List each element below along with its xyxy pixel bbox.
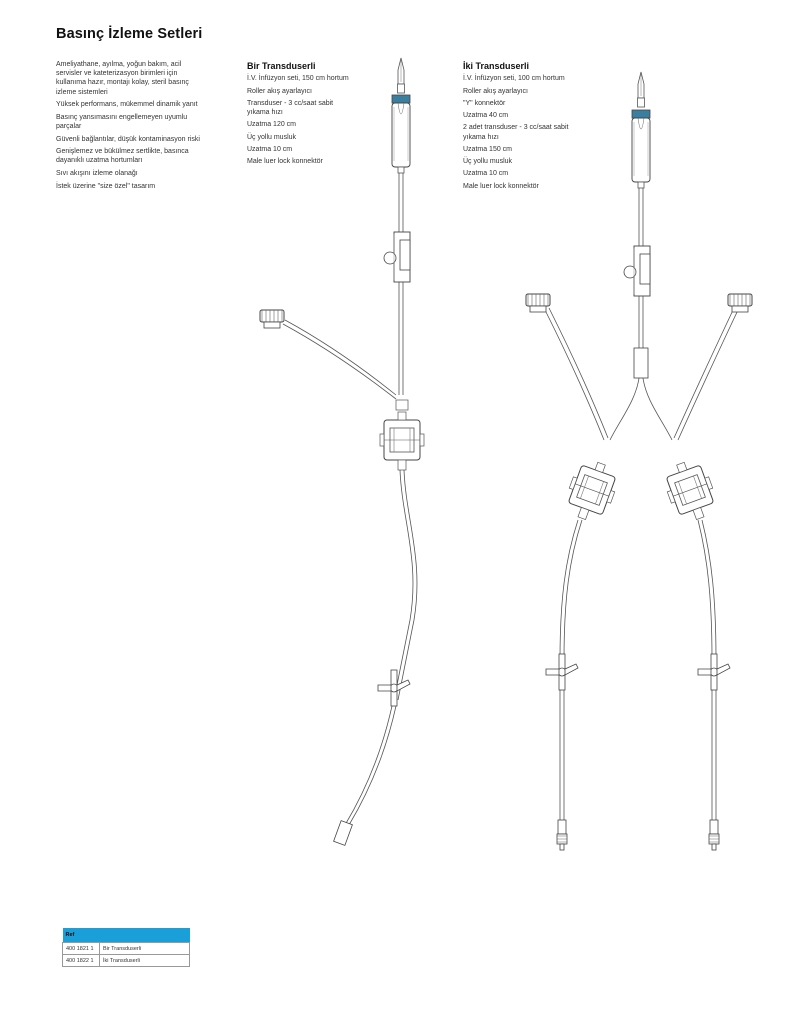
spec-item: Uzatma 10 cm	[247, 145, 293, 153]
spec-item: 2 adet transduser - 3 cc/saat sabit yıkama hızı	[463, 124, 569, 141]
single-transducer-heading: Bir Transduserli	[247, 61, 316, 71]
spec-item: Uzatma 40 cm	[463, 112, 509, 120]
double-transducer-heading: İki Transduserli	[463, 61, 530, 71]
spec-item: Roller akış ayarlayıcı	[463, 87, 528, 95]
ref-name: İki Transduserli	[100, 955, 190, 967]
spec-item: "Y" konnektör	[463, 99, 506, 107]
spec-item: Uzatma 150 cm	[463, 145, 513, 153]
spec-item: Üç yollu musluk	[247, 133, 297, 141]
feature-item: Sıvı akışını izleme olanağı	[56, 169, 138, 177]
feature-item: Ameliyathane, ayılma, yoğun bakım, acil servisler ve kateterizasyon birimleri için kullanıma hazır, montajı kolay, steril basınç izleme sistemleri	[56, 61, 189, 96]
spec-item: Male luer lock konnektör	[247, 158, 323, 166]
reference-table-header: Ref	[63, 928, 190, 943]
spec-item: Roller akış ayarlayıcı	[247, 87, 312, 95]
ref-code: 400 1821 1	[63, 943, 100, 955]
feature-item: Güvenli bağlantılar, düşük kontaminasyon riski	[56, 135, 200, 143]
spec-item: Uzatma 120 cm	[247, 121, 297, 129]
ref-code: 400 1822 1	[63, 955, 100, 967]
spec-item: İ.V. İnfüzyon seti, 150 cm hortum	[247, 75, 349, 83]
feature-item: İstek üzerine "size özel" tasarım	[56, 182, 156, 190]
spec-item: İ.V. İnfüzyon seti, 100 cm hortum	[463, 75, 565, 83]
feature-item: Yüksek performans, mükemmel dinamik yanıt	[56, 101, 198, 109]
feature-item: Genişlemez ve bükülmez sertlikte, basınca dayanıklı uzatma hortumları	[56, 148, 189, 165]
page-title: Basınç İzleme Setleri	[56, 26, 203, 42]
table-row	[63, 943, 190, 955]
double-transducer-set-illustration	[526, 72, 752, 850]
spec-item: Uzatma 10 cm	[463, 170, 509, 178]
ref-name: Bir Transduserli	[100, 943, 190, 955]
table-row	[63, 955, 190, 967]
single-transducer-set-illustration	[260, 58, 424, 845]
spec-item: Üç yollu musluk	[463, 158, 513, 166]
feature-item: Basınç yansımasını engellemeyen uyumlu parçalar	[56, 113, 188, 130]
reference-table	[62, 928, 190, 967]
spec-item: Male luer lock konnektör	[463, 182, 539, 190]
spec-item: Transduser - 3 cc/saat sabit yıkama hızı	[247, 99, 334, 116]
